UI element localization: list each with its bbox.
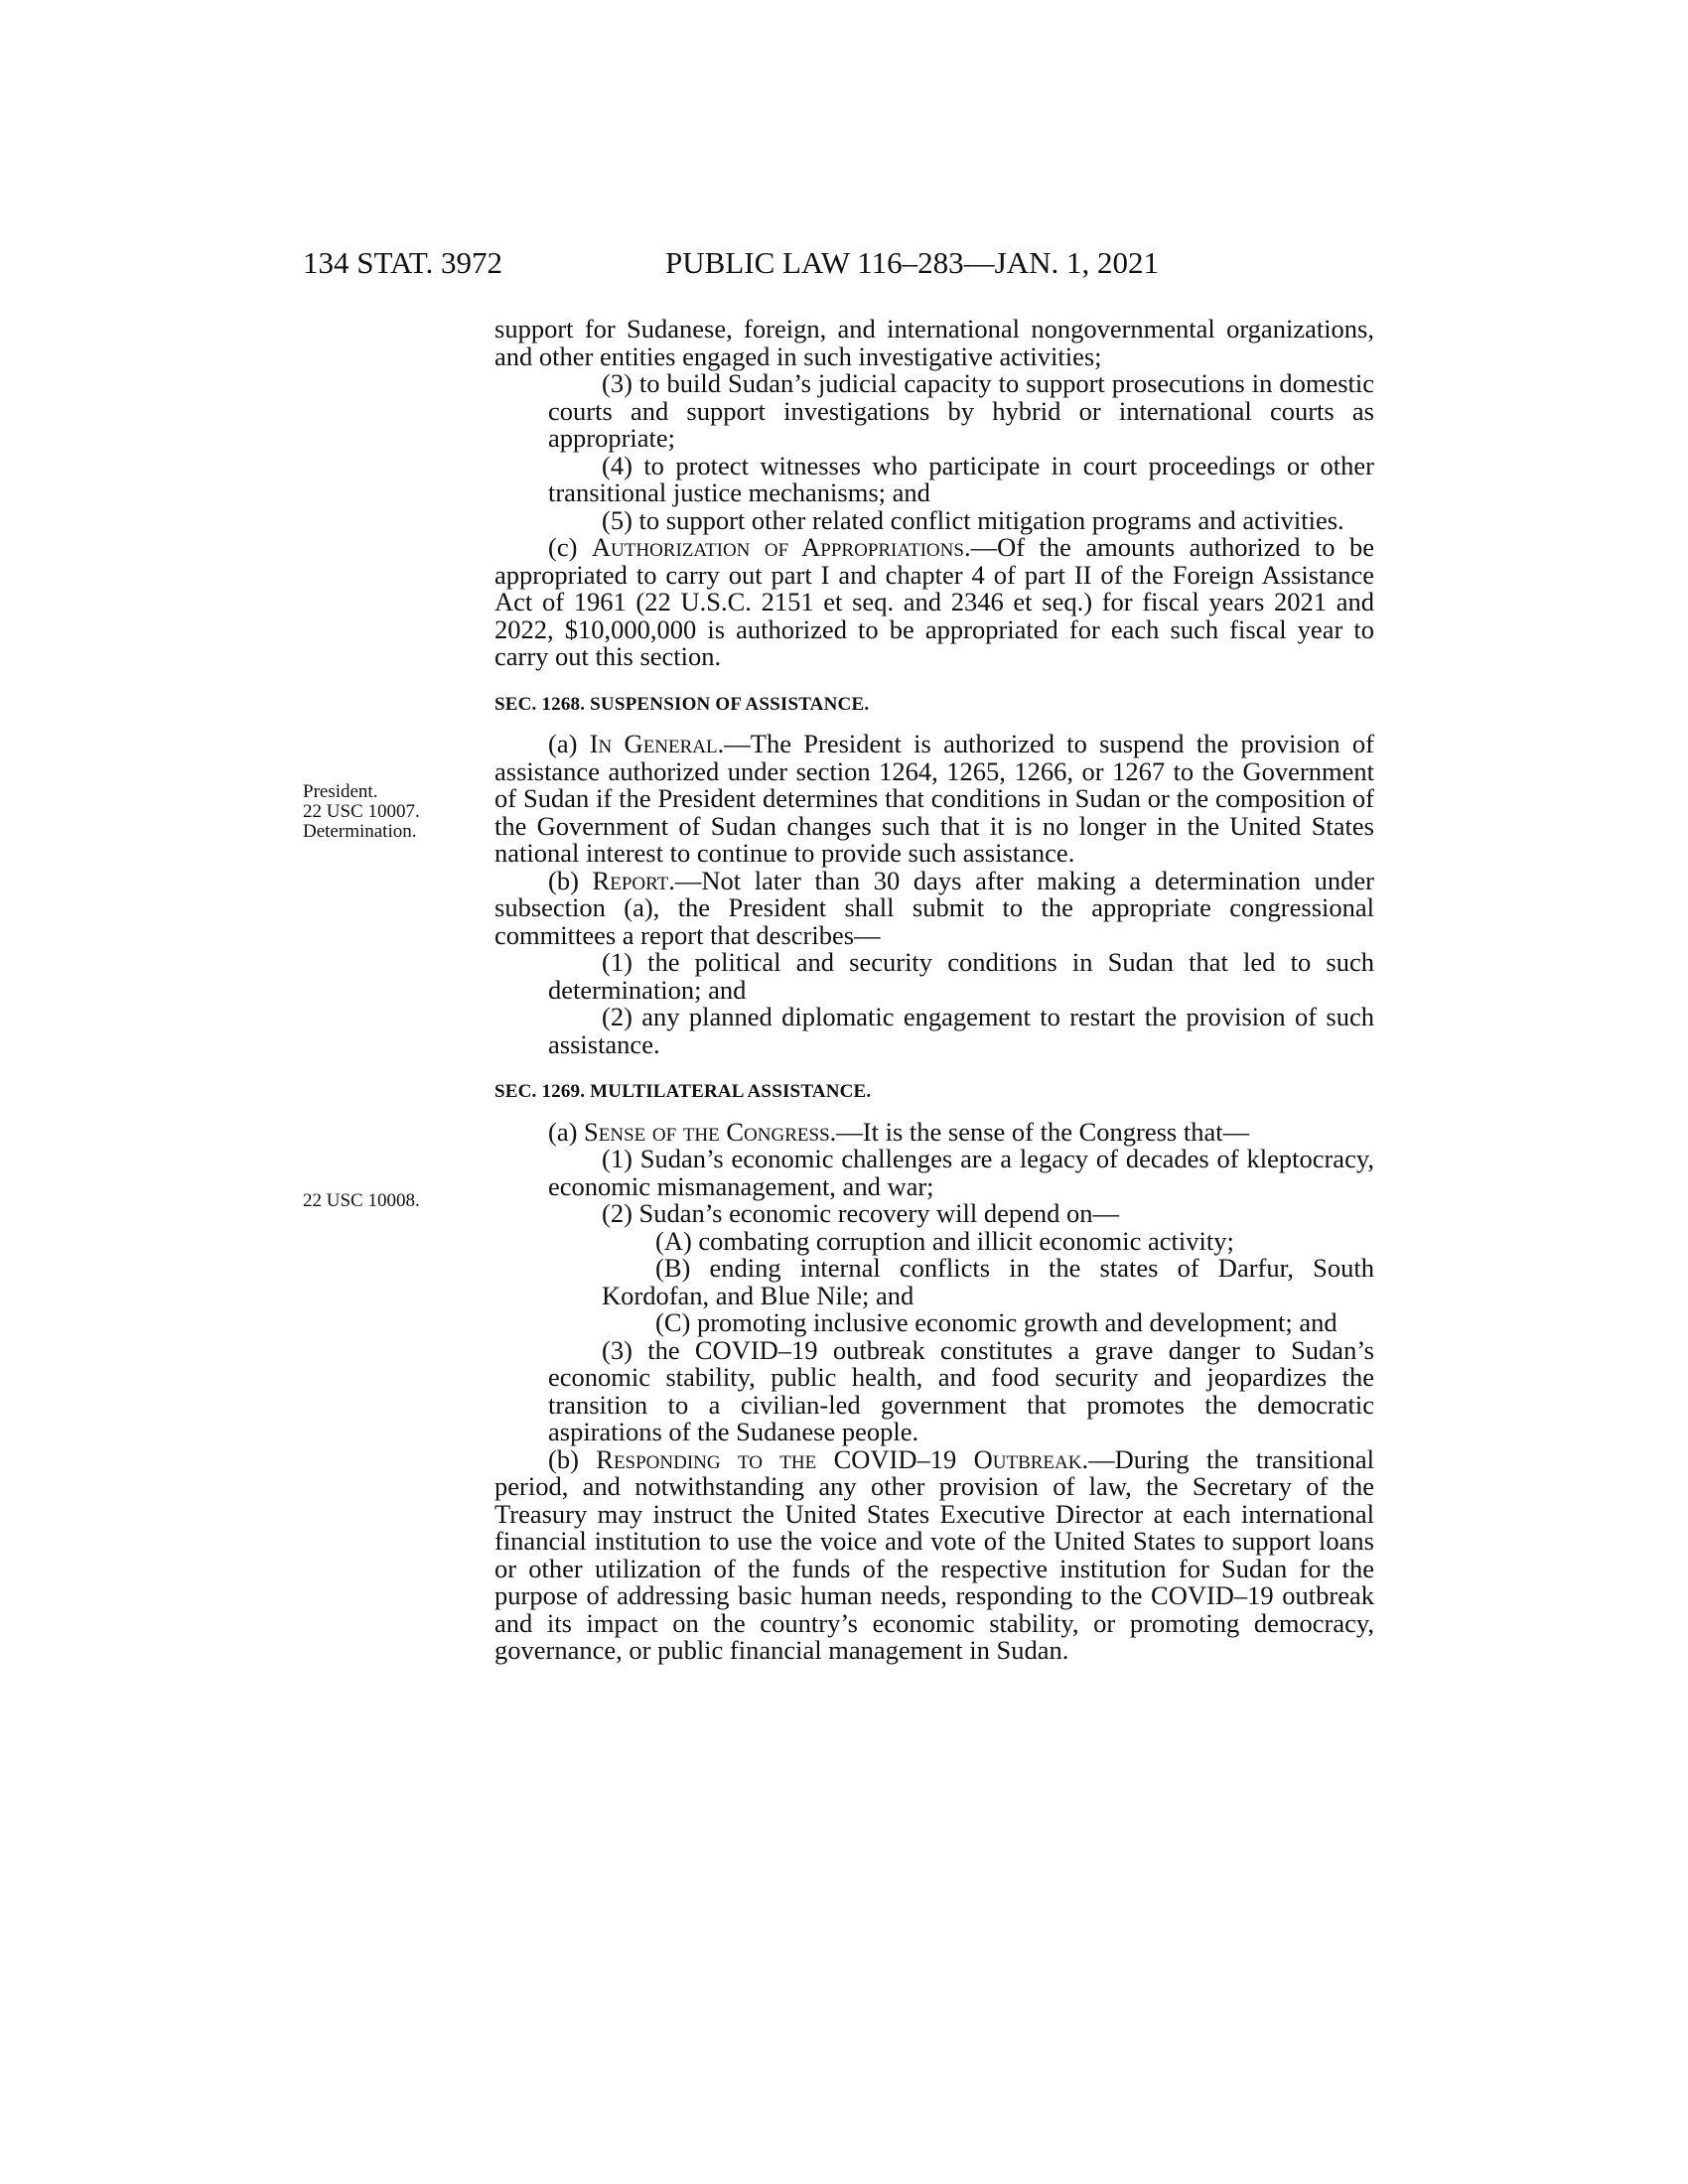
margin-note-sec-1268 bbox=[303, 782, 462, 842]
paragraph-authorization bbox=[494, 534, 1374, 671]
stat-reference: 134 STAT. 3972 bbox=[303, 245, 503, 280]
subsection-label: (c) bbox=[548, 532, 592, 562]
paragraph-in-general bbox=[494, 731, 1374, 868]
paragraph: (A) combating corruption and illicit economic activity; bbox=[655, 1225, 1234, 1256]
section-heading-1268: SEC. 1268. SUSPENSION OF ASSISTANCE. bbox=[494, 693, 870, 715]
paragraph: (1) Sudan’s economic challenges are a legacy of decades of kleptocracy, economic mismanagement, and war; bbox=[548, 1144, 1374, 1201]
paragraph-covid-response bbox=[494, 1443, 1374, 1665]
subsection-heading: Responding to the COVID–19 Outbreak. bbox=[596, 1443, 1089, 1474]
subsection-heading: Sense of the Congress. bbox=[584, 1116, 837, 1147]
subsection-text: —During the transitional period, and notwithstanding any other provision of law, the Secretary of the Treasury may instruct the United States Executive Director at each international financial institution to use the voice and vote of the United States to support loans or other utilization of the funds of the respective institution for Sudan for the purpose of addressing basic human needs, responding to the COVID–19 outbreak and its impact on the country’s economic stability, or promoting democracy, governance, or public financial management in Sudan. bbox=[494, 1443, 1374, 1665]
section-heading-1269: SEC. 1269. MULTILATERAL ASSISTANCE. bbox=[494, 1081, 872, 1102]
subsection-text: —The President is authorized to suspend the provision of assistance authorized under section 1264, 1265, 1266, or 1267 to the Government of Sudan if the President determines that conditions in Sudan or the composition of the Government of Sudan changes such that it is no longer in the United States national interest to continue to provide such assistance. bbox=[494, 729, 1374, 868]
subsection-label: (b) bbox=[548, 1443, 597, 1474]
paragraph: (1) the political and security conditions in Sudan that led to such determination; and bbox=[548, 947, 1374, 1005]
subsection-label: (b) bbox=[548, 865, 593, 895]
margin-note-line: 22 USC 10007. bbox=[303, 801, 420, 822]
paragraph: (C) promoting inclusive economic growth and development; and bbox=[655, 1307, 1337, 1337]
subsection-heading: Report. bbox=[592, 865, 675, 895]
paragraph: support for Sudanese, foreign, and international nongovernmental organizations, and other entities engaged in such investigative activities; bbox=[494, 314, 1374, 371]
paragraph: (2) any planned diplomatic engagement to restart the provision of such assistance. bbox=[548, 1002, 1374, 1059]
paragraph: (4) to protect witnesses who participate in court proceedings or other transitional justice mechanisms; and bbox=[548, 450, 1374, 507]
document-body bbox=[494, 316, 1374, 1665]
subsection-heading: Authorization of Appropriations. bbox=[591, 532, 971, 562]
paragraph-report bbox=[494, 865, 1374, 950]
margin-note-sec-1269 bbox=[303, 1191, 462, 1211]
margin-note-line: President. bbox=[303, 781, 378, 802]
subsection-label: (a) bbox=[548, 729, 590, 758]
paragraph: (2) Sudan’s economic recovery will depend on— bbox=[602, 1198, 1120, 1228]
paragraph: (3) to build Sudan’s judicial capacity to support prosecutions in domestic courts and support investigations by hybrid or international courts as appropriate; bbox=[548, 368, 1374, 453]
page-header-title: PUBLIC LAW 116–283—JAN. 1, 2021 bbox=[665, 245, 1159, 280]
subsection-text: —Of the amounts authorized to be appropriated to carry out part I and chapter 4 of part II of the Foreign Assistance Act of 1961 (22 U.S.C. 2151 et seq. and 2346 et seq.) for fiscal years 2021 and 2022, $10,000,000 is authorized to be appropriated for each such fiscal year to carry out this section. bbox=[494, 532, 1374, 671]
subsection-text: —It is the sense of the Congress that— bbox=[836, 1116, 1250, 1147]
subsection-label: (a) bbox=[548, 1116, 585, 1147]
paragraph-sense-of-congress bbox=[494, 1116, 1374, 1147]
paragraph: (5) to support other related conflict mitigation programs and activities. bbox=[602, 504, 1344, 535]
margin-note-line: Determination. bbox=[303, 821, 417, 842]
subsection-text: —Not later than 30 days after making a determination under subsection (a), the President shall submit to the appropriate congressional committees a report that describes— bbox=[494, 865, 1374, 950]
subsection-heading: In General. bbox=[589, 729, 725, 758]
paragraph: (3) the COVID–19 outbreak constitutes a grave danger to Sudan’s economic stability, public health, and food security and jeopardizes the transition to a civilian-led government that promotes the democratic aspirations of the Sudanese people. bbox=[548, 1334, 1374, 1446]
margin-note-line: 22 USC 10008. bbox=[303, 1190, 420, 1211]
paragraph: (B) ending internal conflicts in the states of Darfur, South Kordofan, and Blue Nile; and bbox=[602, 1253, 1374, 1310]
